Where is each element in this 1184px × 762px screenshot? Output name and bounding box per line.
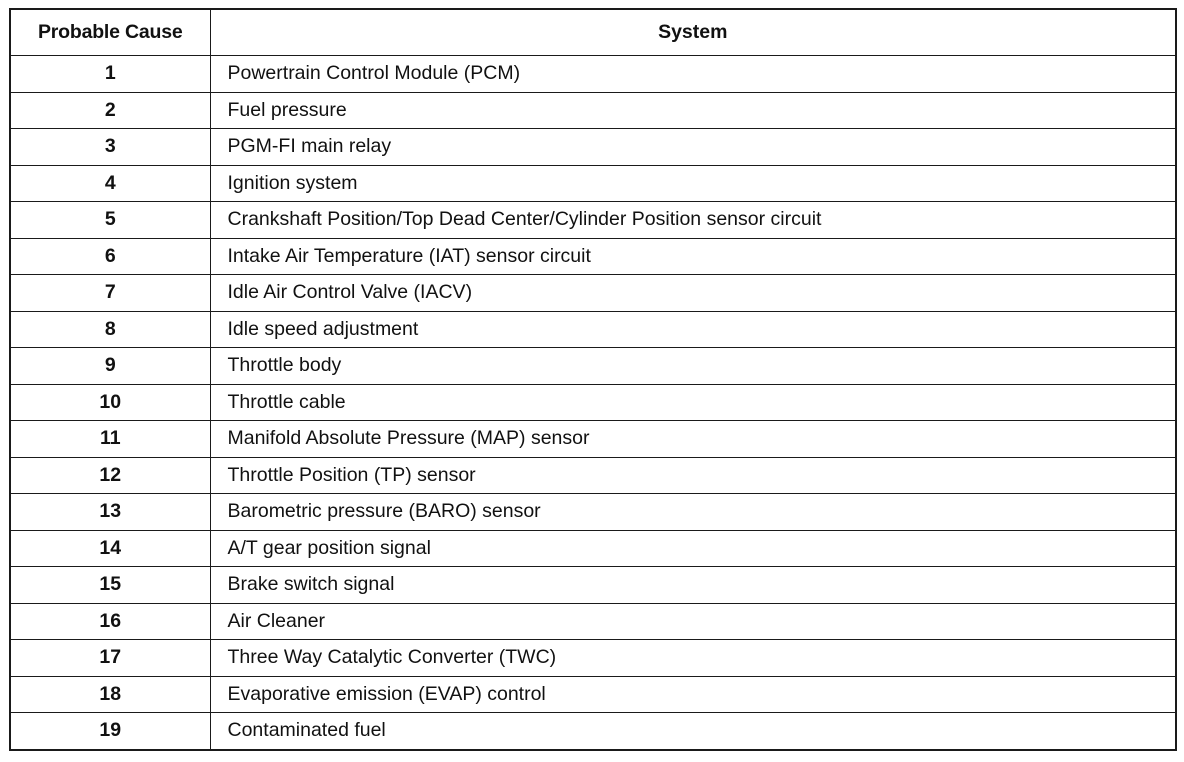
system-name: Ignition system [210, 165, 1176, 202]
system-name: Barometric pressure (BARO) sensor [210, 494, 1176, 531]
table-row [10, 129, 1176, 166]
system-name: Contaminated fuel [210, 713, 1176, 750]
probable-cause-number: 13 [10, 494, 210, 531]
system-name: Manifold Absolute Pressure (MAP) sensor [210, 421, 1176, 458]
table-row [10, 238, 1176, 275]
probable-cause-number: 16 [10, 603, 210, 640]
system-name: Powertrain Control Module (PCM) [210, 56, 1176, 93]
probable-cause-number: 15 [10, 567, 210, 604]
table-row [10, 457, 1176, 494]
system-name: Throttle cable [210, 384, 1176, 421]
table-row [10, 494, 1176, 531]
system-name: Air Cleaner [210, 603, 1176, 640]
table-row [10, 56, 1176, 93]
table-header [10, 9, 1176, 56]
system-name: Brake switch signal [210, 567, 1176, 604]
table-row [10, 384, 1176, 421]
probable-cause-number: 11 [10, 421, 210, 458]
system-name: Idle speed adjustment [210, 311, 1176, 348]
probable-cause-number: 10 [10, 384, 210, 421]
table-body [10, 56, 1176, 750]
table-row [10, 348, 1176, 385]
system-name: Evaporative emission (EVAP) control [210, 676, 1176, 713]
probable-cause-number: 5 [10, 202, 210, 239]
probable-cause-number: 2 [10, 92, 210, 129]
table-row [10, 603, 1176, 640]
table-row [10, 202, 1176, 239]
system-name: Fuel pressure [210, 92, 1176, 129]
table-row [10, 530, 1176, 567]
probable-cause-number: 14 [10, 530, 210, 567]
header-probable-cause: Probable Cause [10, 9, 210, 56]
probable-cause-number: 1 [10, 56, 210, 93]
header-system: System [210, 9, 1176, 56]
probable-cause-number: 8 [10, 311, 210, 348]
table-row [10, 421, 1176, 458]
probable-cause-number: 3 [10, 129, 210, 166]
table-row [10, 676, 1176, 713]
header-row [10, 9, 1176, 56]
system-name: Idle Air Control Valve (IACV) [210, 275, 1176, 312]
table-row [10, 165, 1176, 202]
system-name: Throttle Position (TP) sensor [210, 457, 1176, 494]
system-name: Intake Air Temperature (IAT) sensor circuit [210, 238, 1176, 275]
probable-cause-number: 17 [10, 640, 210, 677]
system-name: Crankshaft Position/Top Dead Center/Cylinder Position sensor circuit [210, 202, 1176, 239]
system-name: Throttle body [210, 348, 1176, 385]
table-row [10, 713, 1176, 750]
probable-cause-number: 12 [10, 457, 210, 494]
probable-cause-number: 6 [10, 238, 210, 275]
probable-cause-number: 9 [10, 348, 210, 385]
system-name: A/T gear position signal [210, 530, 1176, 567]
table-row [10, 640, 1176, 677]
table-row [10, 275, 1176, 312]
system-name: Three Way Catalytic Converter (TWC) [210, 640, 1176, 677]
probable-cause-number: 4 [10, 165, 210, 202]
probable-cause-number: 18 [10, 676, 210, 713]
probable-cause-number: 7 [10, 275, 210, 312]
probable-cause-number: 19 [10, 713, 210, 750]
system-name: PGM-FI main relay [210, 129, 1176, 166]
probable-cause-table [9, 8, 1177, 751]
table-row [10, 92, 1176, 129]
table-row [10, 567, 1176, 604]
table-row [10, 311, 1176, 348]
